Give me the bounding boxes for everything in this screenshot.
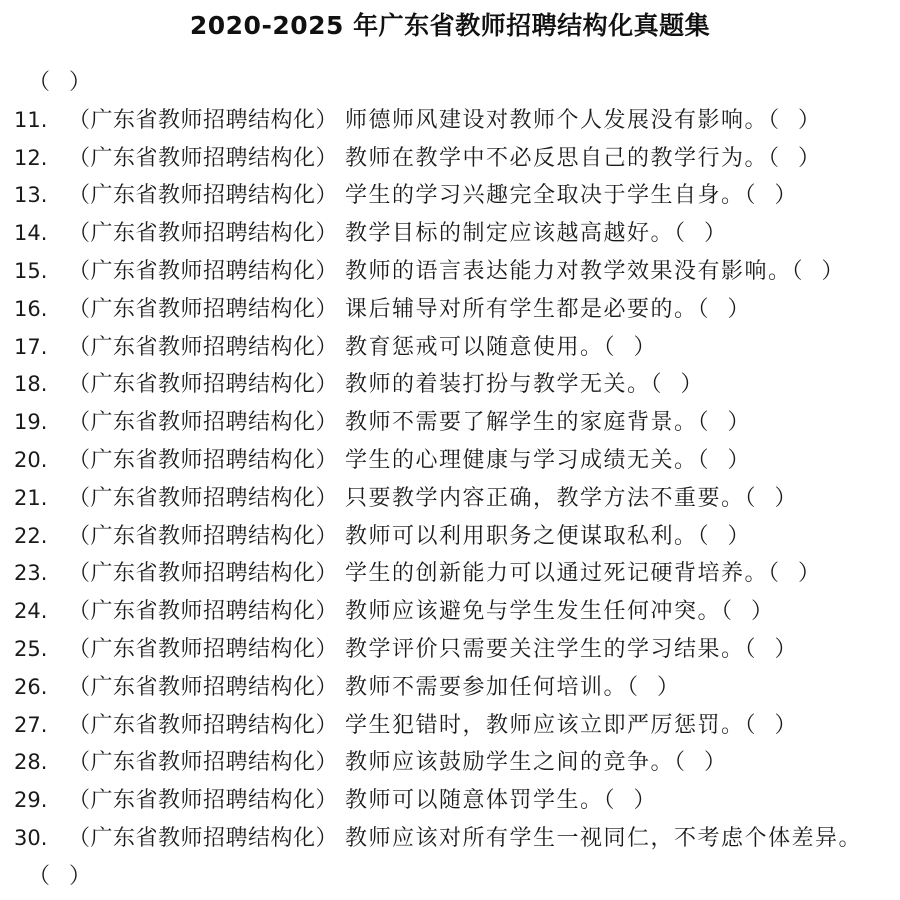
question-number: 28. xyxy=(14,750,48,775)
leading-bracket: （ ） xyxy=(28,70,97,95)
question-row xyxy=(14,593,900,631)
question-row xyxy=(14,215,900,253)
question-source-tag: （广东省教师招聘结构化） xyxy=(68,258,339,284)
question-row xyxy=(14,669,900,707)
question-text: 教师的着装打扮与教学无关。 xyxy=(345,372,651,398)
question-row xyxy=(14,555,900,593)
question-number: 13. xyxy=(14,183,48,208)
question-source-tag: （广东省教师招聘结构化） xyxy=(68,107,339,133)
question-number: 24. xyxy=(14,599,48,624)
question-number: 18. xyxy=(14,372,48,397)
question-row xyxy=(14,631,900,669)
question-source-tag: （广东省教师招聘结构化） xyxy=(68,485,339,511)
question-number: 27. xyxy=(14,712,48,737)
answer-bracket: （ ） xyxy=(768,561,827,587)
answer-bracket: （ ） xyxy=(627,674,686,700)
question-text: 教师的语言表达能力对教学效果没有影响。 xyxy=(345,258,792,284)
question-row xyxy=(14,744,900,782)
answer-bracket: （ ） xyxy=(744,183,803,209)
question-text: 教师可以随意体罚学生。 xyxy=(345,788,604,814)
answer-bracket: （ ） xyxy=(744,636,803,662)
question-source-tag: （广东省教师招聘结构化） xyxy=(68,410,339,436)
question-row xyxy=(14,518,900,556)
question-row xyxy=(14,820,900,858)
question-row xyxy=(14,707,900,745)
question-number: 25. xyxy=(14,636,48,661)
question-row xyxy=(14,102,900,140)
question-text: 学生犯错时，教师应该立即严厉惩罚。 xyxy=(345,712,745,738)
question-text: 教师不需要参加任何培训。 xyxy=(345,674,628,700)
question-text: 课后辅导对所有学生都是必要的。 xyxy=(345,296,698,322)
trailing-bracket: （ ） xyxy=(28,863,97,889)
question-text: 教师应该避免与学生发生任何冲突。 xyxy=(345,599,722,625)
answer-bracket: （ ） xyxy=(791,258,850,284)
question-text: 教学目标的制定应该越高越好。 xyxy=(345,221,675,247)
question-text: 教师在教学中不必反思自己的教学行为。 xyxy=(345,145,769,171)
page-title: 2020-2025 年广东省教师招聘结构化真题集 xyxy=(189,11,711,40)
question-number: 23. xyxy=(14,561,48,586)
question-text: 只要教学内容正确，教学方法不重要。 xyxy=(345,485,745,511)
question-row xyxy=(14,366,900,404)
question-number: 22. xyxy=(14,523,48,548)
question-source-tag: （广东省教师招聘结构化） xyxy=(68,674,339,700)
question-row xyxy=(14,177,900,215)
answer-bracket: （ ） xyxy=(697,447,756,473)
question-row xyxy=(14,404,900,442)
answer-bracket: （ ） xyxy=(697,410,756,436)
question-source-tag: （广东省教师招聘结构化） xyxy=(68,221,339,247)
question-row xyxy=(14,782,900,820)
question-source-tag: （广东省教师招聘结构化） xyxy=(68,636,339,662)
question-source-tag: （广东省教师招聘结构化） xyxy=(68,334,339,360)
question-text: 教师不需要了解学生的家庭背景。 xyxy=(345,410,698,436)
answer-bracket: （ ） xyxy=(674,221,733,247)
answer-bracket: （ ） xyxy=(674,750,733,776)
answer-bracket: （ ） xyxy=(744,485,803,511)
question-text: 学生的心理健康与学习成绩无关。 xyxy=(345,447,698,473)
question-number: 16. xyxy=(14,296,48,321)
question-source-tag: （广东省教师招聘结构化） xyxy=(68,296,339,322)
question-source-tag: （广东省教师招聘结构化） xyxy=(68,183,339,209)
question-number: 14. xyxy=(14,221,48,246)
answer-bracket: （ ） xyxy=(697,296,756,322)
question-number: 29. xyxy=(14,788,48,813)
question-number: 26. xyxy=(14,674,48,699)
question-text: 师德师风建设对教师个人发展没有影响。 xyxy=(345,107,769,133)
question-source-tag: （广东省教师招聘结构化） xyxy=(68,825,339,851)
answer-bracket: （ ） xyxy=(603,334,662,360)
answer-bracket: （ ） xyxy=(721,599,780,625)
answer-bracket: （ ） xyxy=(744,712,803,738)
question-source-tag: （广东省教师招聘结构化） xyxy=(68,561,339,587)
question-text: 教师应该鼓励学生之间的竞争。 xyxy=(345,750,675,776)
question-text: 学生的创新能力可以通过死记硬背培养。 xyxy=(345,561,769,587)
question-number: 11. xyxy=(14,107,48,132)
question-source-tag: （广东省教师招聘结构化） xyxy=(68,750,339,776)
question-row xyxy=(14,329,900,367)
question-number: 19. xyxy=(14,410,48,435)
question-source-tag: （广东省教师招聘结构化） xyxy=(68,372,339,398)
question-text: 教育惩戒可以随意使用。 xyxy=(345,334,604,360)
question-source-tag: （广东省教师招聘结构化） xyxy=(68,712,339,738)
question-source-tag: （广东省教师招聘结构化） xyxy=(68,145,339,171)
question-row xyxy=(14,480,900,518)
question-row xyxy=(14,253,900,291)
question-text: 教师可以利用职务之便谋取私利。 xyxy=(345,523,698,549)
answer-bracket: （ ） xyxy=(768,145,827,171)
question-number: 21. xyxy=(14,485,48,510)
question-number: 20. xyxy=(14,447,48,472)
question-number: 30. xyxy=(14,825,48,850)
question-row xyxy=(14,140,900,178)
answer-bracket: （ ） xyxy=(603,788,662,814)
question-row xyxy=(14,291,900,329)
answer-bracket: （ ） xyxy=(697,523,756,549)
question-number: 15. xyxy=(14,258,48,283)
question-text: 教学评价只需要关注学生的学习结果。 xyxy=(345,636,745,662)
question-source-tag: （广东省教师招聘结构化） xyxy=(68,788,339,814)
answer-bracket: （ ） xyxy=(650,372,709,398)
question-source-tag: （广东省教师招聘结构化） xyxy=(68,447,339,473)
question-text: 教师应该对所有学生一视同仁，不考虑个体差异。 xyxy=(345,825,863,851)
question-list xyxy=(14,64,900,896)
question-source-tag: （广东省教师招聘结构化） xyxy=(68,599,339,625)
question-source-tag: （广东省教师招聘结构化） xyxy=(68,523,339,549)
question-number: 12. xyxy=(14,145,48,170)
question-text: 学生的学习兴趣完全取决于学生自身。 xyxy=(345,183,745,209)
question-number: 17. xyxy=(14,334,48,359)
answer-bracket: （ ） xyxy=(768,107,827,133)
question-row xyxy=(14,442,900,480)
